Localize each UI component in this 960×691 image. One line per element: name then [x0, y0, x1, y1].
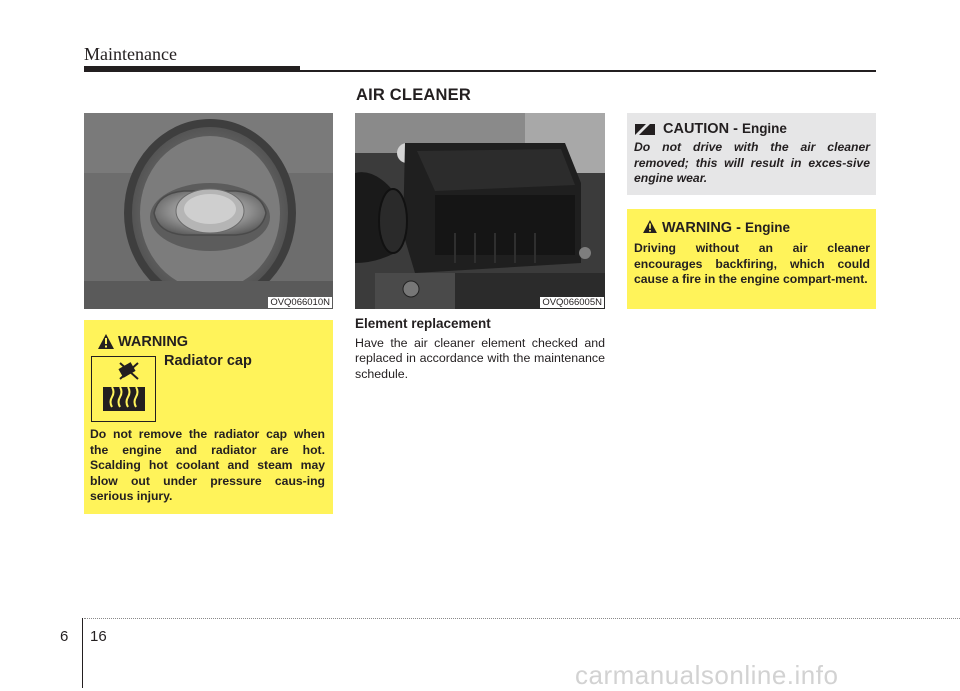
footer-divider	[84, 618, 960, 619]
warning-triangle-icon	[98, 334, 114, 349]
warning-body-text: Driving without an air cleaner encourages backfiring, which could cause a fire in the engine compart-ment.	[634, 241, 870, 286]
page-header-title: Maintenance	[84, 44, 177, 64]
caution-slash-icon	[635, 124, 655, 135]
photo-code-label: OVQ066010N	[270, 297, 330, 308]
engine-warning-box	[627, 209, 876, 309]
page-number: 16	[90, 628, 107, 645]
warning-subheading: Radiator cap	[164, 353, 252, 369]
photo-code-label: OVQ066005N	[542, 297, 602, 308]
warning-heading	[662, 220, 790, 236]
watermark-text: carmanualsonline.info	[575, 660, 839, 690]
caution-heading-label: CAUTION -	[663, 121, 742, 137]
warning-body-text: Do not remove the radiator cap when the engine and radiator are hot. Scalding hot coolant and steam may blow out under pressure caus-ing serious injury.	[90, 427, 325, 503]
section-title: AIR CLEANER	[356, 86, 471, 104]
radiator-cap-warning-box	[84, 320, 333, 514]
air-cleaner-photo	[355, 113, 605, 309]
footer-vertical-rule	[82, 618, 83, 688]
header-rule-thin	[300, 70, 876, 72]
warning-triangle-icon	[643, 220, 657, 233]
warning-heading-label: WARNING -	[662, 220, 745, 236]
engine-bay-illustration	[355, 113, 605, 309]
chapter-number: 6	[60, 628, 69, 645]
caution-heading	[663, 121, 787, 137]
caution-heading-topic: Engine	[741, 121, 787, 136]
header-rule-thick	[84, 66, 300, 72]
hot-coolant-pictogram	[91, 356, 156, 422]
warning-heading: WARNING	[118, 334, 189, 350]
engine-caution-box	[627, 113, 876, 195]
element-replacement-body: Have the air cleaner element checked and replaced in accordance with the maintenance schedule.	[355, 336, 605, 381]
hot-steam-icon	[92, 357, 155, 421]
radiator-cap-illustration	[84, 113, 333, 309]
caution-body-text: Do not drive with the air cleaner removed; this will result in exces-sive engine wear.	[634, 140, 870, 185]
warning-heading-topic: Engine	[744, 220, 790, 235]
element-replacement-heading: Element replacement	[355, 316, 491, 331]
radiator-cap-photo	[84, 113, 333, 309]
